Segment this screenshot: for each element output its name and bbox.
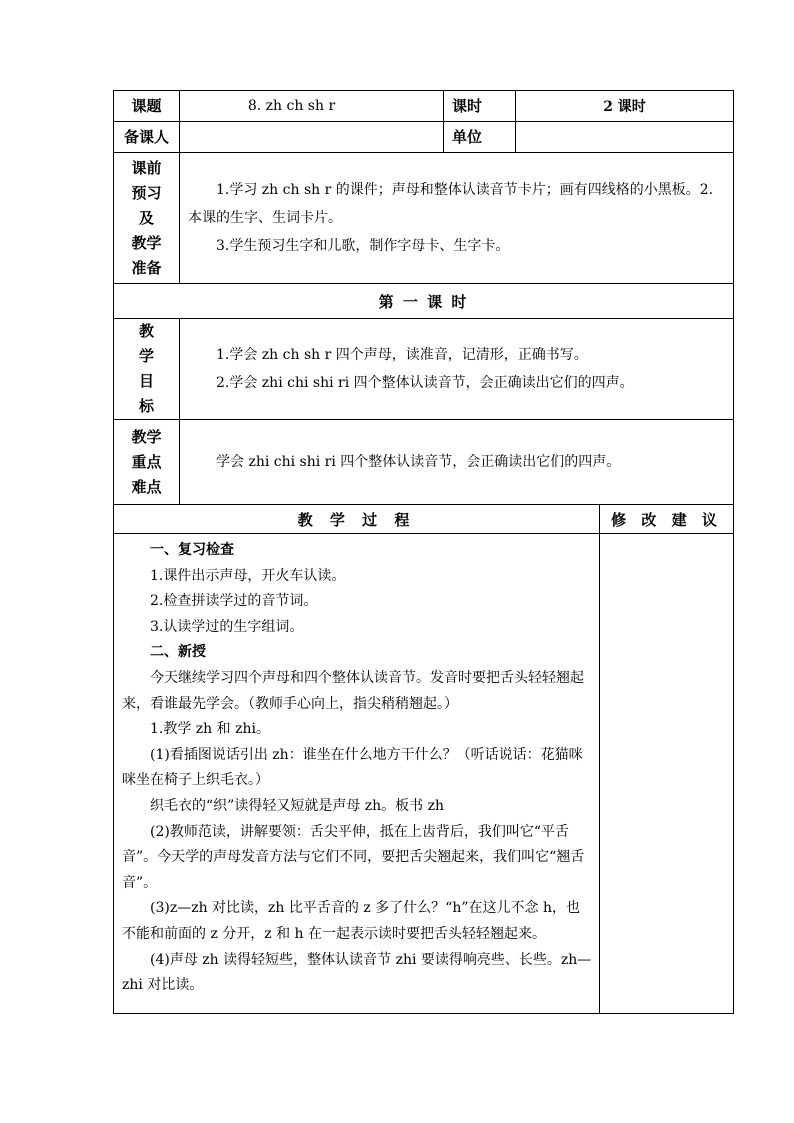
goals-content [180,319,734,420]
key-text: 学会 zhi chi shi ri 四个整体认读音节，会正确读出它们的四声。 [216,454,621,470]
lesson-plan-sheet [113,90,733,1014]
key-label-line: 重点 [131,452,162,471]
prep-label [114,153,180,284]
suggest-content [600,534,734,1014]
goals-label-line: 教 [138,322,154,340]
topic-row [114,91,734,122]
preparer-label: 备课人 [114,122,180,153]
process-line: (1)看插图说话引出 zh：谁坐在什么地方干什么？（听话说话：花猫咪咪坐在椅子上织毛衣。） [122,746,583,789]
period-label: 课时 [444,91,516,122]
goal-item: 2.学会 zhi chi shi ri 四个整体认读音节，会正确读出它们的四声。 [216,375,634,391]
unit-value [516,122,734,153]
lesson-title: 第 一 课 时 [114,284,734,319]
process-content [114,534,600,1014]
process-line: 2.检查拼读学过的音节词。 [150,593,318,610]
process-line: 1.课件出示声母，开火车认读。 [150,567,346,584]
goals-label [114,319,180,420]
prep-item: 1.学习 zh ch sh r 的课件；声母和整体认读音节卡片；画有四线格的小黑板。2.本课的生字、生词卡片。 [188,182,714,226]
goals-label-line: 目 [138,372,154,390]
preparer-row [114,122,734,153]
key-content [180,420,734,505]
suggest-header: 修 改 建 议 [600,505,734,534]
key-row [114,420,734,505]
process-line: 织毛衣的“织”读得轻又短就是声母 zh。板书 zh [150,797,444,814]
key-label-line: 难点 [131,477,162,496]
process-line: 3.认读学过的生字组词。 [150,618,304,635]
period-value: 2 课时 [516,91,734,122]
prep-label-line: 教学 [131,233,162,252]
process-header: 教 学 过 程 [114,505,600,534]
goals-row [114,319,734,420]
process-line: (3)z—zh 对比读，zh 比平舌音的 z 多了什么？“h”在这儿不念 h，也不能和前面的 z 分开，z 和 h 在一起表示读时要把舌头轻轻翘起来。 [122,900,580,942]
preparer-value [180,122,444,153]
prep-row [114,153,734,284]
process-header-row [114,505,734,534]
topic-label: 课题 [114,91,180,122]
process-line: 一、复习检查 [150,542,234,558]
prep-label-line: 准备 [131,258,162,277]
goals-label-line: 标 [138,397,154,415]
key-label-line: 教学 [131,427,162,446]
prep-label-line: 及 [138,208,154,227]
lesson-plan-table [113,90,734,1014]
process-line: 1.教学 zh 和 zhi。 [150,721,270,738]
goals-label-line: 学 [138,347,154,365]
process-line: 今天继续学习四个声母和四个整体认读音节。发音时要把舌头轻轻翘起来，看谁最先学会。（教师手心向上，指尖稍稍翘起。） [122,669,584,712]
prep-content [180,153,734,284]
prep-item: 3.学生预习生字和儿歌，制作字母卡、生字卡。 [216,238,510,254]
prep-label-line: 预习 [131,183,162,202]
key-label [114,420,180,505]
lesson-title-row [114,284,734,319]
goal-item: 1.学会 zh ch sh r 四个声母，读准音，记清形，正确书写。 [216,347,588,363]
prep-label-line: 课前 [131,158,162,177]
unit-label: 单位 [444,122,516,153]
process-line: (4)声母 zh 读得轻短些，整体认读音节 zhi 要读得响亮些、长些。zh—zhi 对比读。 [122,951,592,994]
process-row [114,534,734,1014]
topic-value: 8. zh ch sh r [180,91,444,122]
process-line: (2)教师范读，讲解要领：舌尖平伸，抵在上齿背后，我们叫它“平舌音”。今天学的声母发音方法与它们不同，要把舌尖翘起来，我们叫它“翘舌音”。 [122,823,585,891]
process-line: 二、新授 [150,644,206,661]
